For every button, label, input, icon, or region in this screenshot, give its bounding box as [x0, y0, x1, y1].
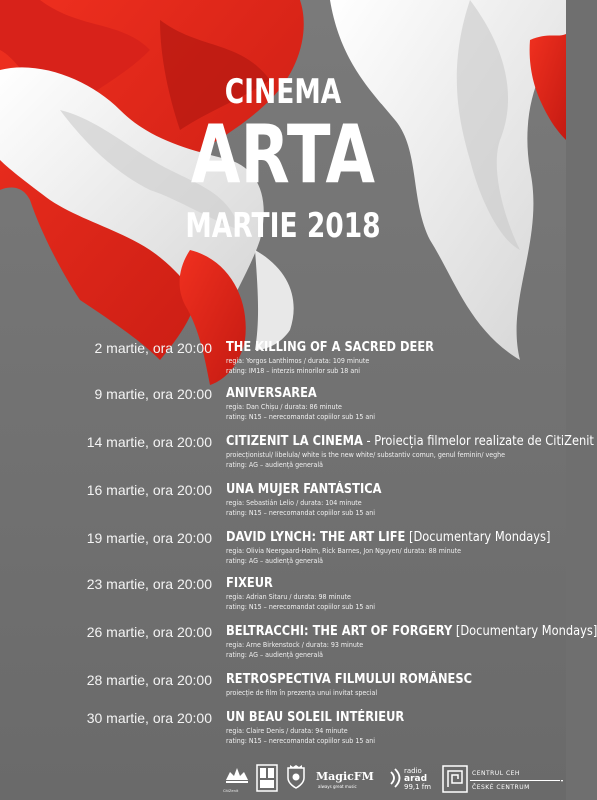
- cinema-label: CINEMA: [224, 72, 342, 112]
- event-detail-line: proiecționistul/ libelula/ white is the new white/ substantiv comun, genul feminin/ veghe: [226, 450, 506, 459]
- event-info: [226, 530, 566, 565]
- event-title: [226, 530, 551, 546]
- event-title-main: FIXEUR: [226, 576, 273, 591]
- month-title: MARTIE 2018: [185, 206, 381, 246]
- czech-centre-logo-icon: [442, 765, 468, 793]
- event-title: [226, 576, 525, 592]
- event-detail-line: regia: Sebastián Lelio / durata: 104 minute: [226, 498, 362, 507]
- magicfm-logo: MagicFM: [316, 770, 374, 783]
- event-title-main: UNA MUJER FANTÁSTICA: [226, 482, 382, 497]
- radio-label: radio: [404, 767, 422, 775]
- event-detail-line: rating: N15 – nerecomandat copiilor sub 15 ani: [226, 735, 376, 745]
- event-detail-line: rating: AG – audiență generală: [226, 649, 324, 659]
- event-title-main: THE KILLING OF A SACRED DEER: [226, 340, 434, 355]
- radio-name: arad: [404, 774, 428, 784]
- event-date: 23 martie, ora 20:00: [86, 576, 212, 592]
- event-detail-line: rating: N15 – nerecomandat copiilor sub 15 ani: [226, 601, 376, 611]
- citizenit-logo-icon: [224, 764, 250, 788]
- event-date: 28 martie, ora 20:00: [86, 672, 212, 688]
- magicfm-tagline: always great music: [318, 784, 357, 789]
- radio-arad-logo: [404, 767, 431, 791]
- event-title-main: RETROSPECTIVA FILMULUI ROMÂNESC: [226, 672, 473, 687]
- citizenit-label: CitiZenit: [223, 789, 239, 793]
- czech-centre-line1: CENTRUL CEH: [472, 770, 520, 777]
- event-detail-line: rating: AG – audiență generală: [226, 555, 324, 565]
- event-title-extra: [Documentary Mondays]: [452, 624, 597, 639]
- arta-title: ARTA: [190, 108, 376, 201]
- event-title-extra: [Documentary Mondays]: [405, 530, 551, 545]
- event-info: [226, 434, 594, 469]
- event-title-main: DAVID LYNCH: THE ART LIFE: [226, 530, 406, 545]
- event-title: [226, 386, 525, 402]
- event-title-main: ANIVERSAREA: [226, 386, 317, 401]
- event-date: 16 martie, ora 20:00: [86, 482, 212, 498]
- event-title: [226, 434, 594, 450]
- event-info: [226, 576, 566, 611]
- event-date: 30 martie, ora 20:00: [86, 710, 212, 726]
- poster-header: [0, 0, 566, 260]
- event-detail-line: proiecție de film în prezența unui invitat special: [226, 688, 378, 697]
- event-detail-line: rating: AG – audiență generală: [226, 459, 324, 469]
- event-title: [226, 482, 525, 498]
- event-info: [226, 710, 566, 745]
- city-hall-logo-icon: [256, 764, 278, 792]
- event-title: [226, 710, 525, 726]
- event-detail-line: regia: Adrian Sitaru / durata: 98 minute: [226, 592, 351, 601]
- event-detail-line: regia: Claire Denis / durata: 94 minute: [226, 726, 348, 735]
- event-date: 14 martie, ora 20:00: [86, 434, 212, 450]
- divider-line: [470, 780, 564, 782]
- event-title-extra: - Proiecția filmelor realizate de CitiZenit: [362, 434, 594, 449]
- event-date: 2 martie, ora 20:00: [94, 340, 212, 356]
- event-title: [226, 672, 525, 688]
- czech-centre-line2: ČESKÉ CENTRUM: [472, 784, 530, 791]
- event-info: [226, 340, 566, 375]
- event-date: 19 martie, ora 20:00: [86, 530, 212, 546]
- event-info: [226, 624, 597, 659]
- radio-waves-icon: [388, 768, 402, 788]
- sponsors-footer: [220, 764, 566, 796]
- event-detail-line: rating: N15 – nerecomandat copiilor sub 15 ani: [226, 507, 376, 517]
- event-date: 9 martie, ora 20:00: [94, 386, 212, 402]
- event-date: 26 martie, ora 20:00: [86, 624, 212, 640]
- event-title: [226, 624, 597, 640]
- event-detail-line: rating: N15 – nerecomandat copiilor sub 15 ani: [226, 411, 376, 421]
- radio-frequency: 99,1 fm: [404, 783, 432, 791]
- event-info: [226, 672, 566, 698]
- event-info: [226, 386, 566, 421]
- event-title-main: BELTRACCHI: THE ART OF FORGERY: [226, 624, 453, 639]
- event-title-main: CITIZENIT LA CINEMA: [226, 434, 363, 449]
- event-detail-line: regia: Arne Birkenstock / durata: 93 minute: [226, 640, 364, 649]
- event-title: [226, 340, 525, 356]
- coat-of-arms-icon: [286, 764, 306, 790]
- event-title-main: UN BEAU SOLEIL INTÉRIEUR: [226, 710, 405, 725]
- event-detail-line: regia: Yorgos Lanthimos / durata: 109 minute: [226, 356, 370, 365]
- event-detail-line: regia: Dan Chișu / durata: 86 minute: [226, 402, 342, 411]
- event-detail-line: regia: Olivia Neergaard-Holm, Rick Barnes, Jon Nguyen/ durata: 88 minute: [226, 546, 462, 555]
- event-detail-line: rating: IM18 – interzis minorilor sub 18 ani: [226, 365, 360, 375]
- event-info: [226, 482, 566, 517]
